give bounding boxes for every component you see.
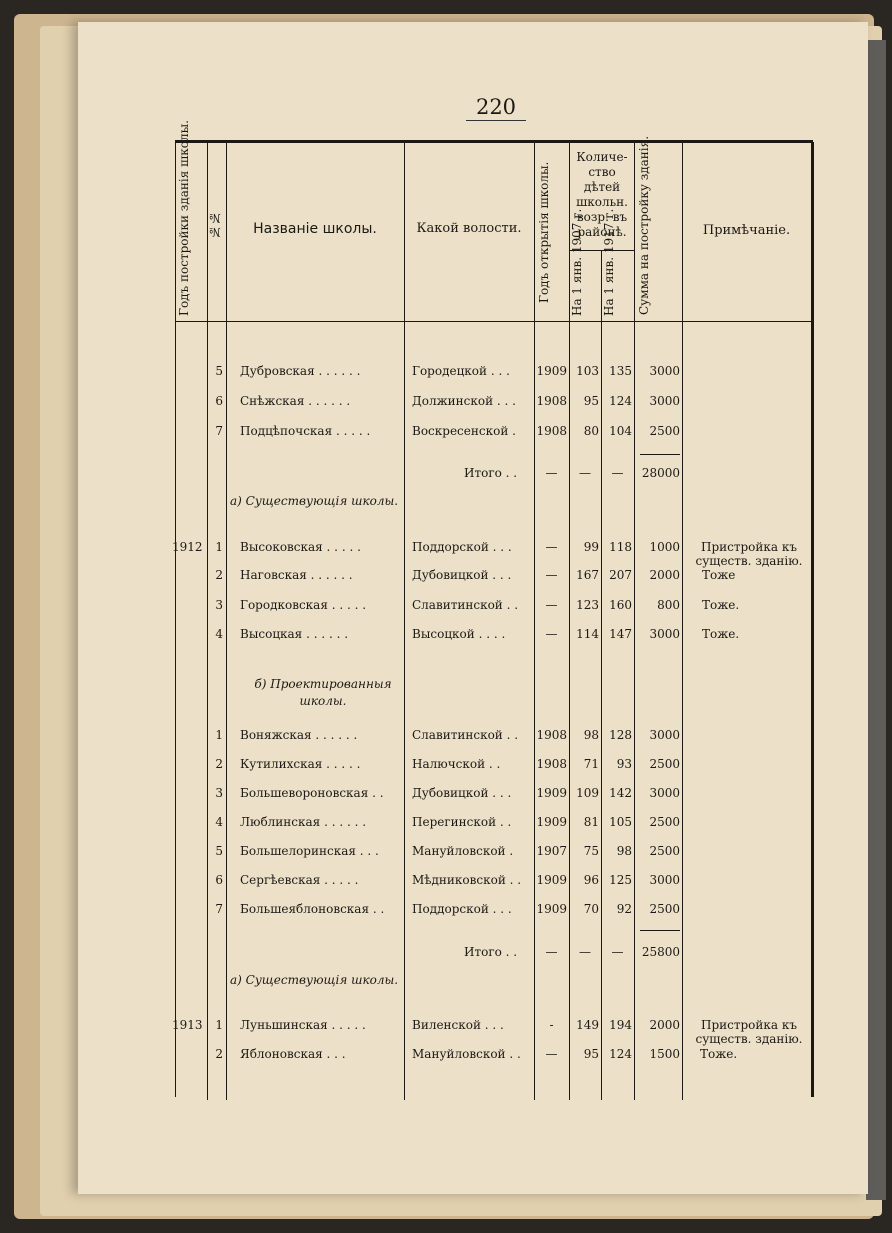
- school-name: Наговская . . . . . .: [240, 568, 353, 582]
- volost: Дубовицкой . . .: [412, 568, 512, 582]
- note: Пристройка къ существ. зданію.: [695, 540, 803, 568]
- cost: 3000: [649, 394, 680, 408]
- cost: 2500: [649, 424, 680, 438]
- header-note: Примѣчаніе.: [702, 223, 791, 238]
- row-number: 1: [215, 728, 223, 742]
- col-rule: [811, 142, 814, 1097]
- year-opened: 1909: [536, 902, 567, 916]
- year-built: 1912: [172, 540, 203, 554]
- children-1917: 124: [609, 1047, 632, 1061]
- year-opened: 1908: [536, 757, 567, 771]
- children-1917: —: [611, 466, 624, 480]
- volost: Поддорской . . .: [412, 902, 512, 916]
- children-1907: 123: [576, 598, 599, 612]
- note: Пристройка къ существ. зданію.: [695, 1018, 803, 1046]
- row-number: 4: [215, 627, 223, 641]
- total-label: Итого . .: [464, 945, 518, 959]
- children-1917: 207: [609, 568, 632, 582]
- header-year-built: Годъ постройки зданія школы.: [177, 120, 191, 316]
- page-number: 220: [466, 94, 526, 121]
- row-number: 3: [215, 598, 223, 612]
- year-opened: 1908: [536, 728, 567, 742]
- year-opened: 1908: [536, 424, 567, 438]
- children-1917: 124: [609, 394, 632, 408]
- school-name: Большелоринская . . .: [240, 844, 379, 858]
- row-number: 1: [215, 540, 223, 554]
- children-1907: 98: [583, 728, 599, 742]
- children-1917: 105: [609, 815, 632, 829]
- page-divider-tab: [866, 40, 886, 1200]
- children-1907: 71: [583, 757, 599, 771]
- year-opened: —: [545, 1047, 558, 1061]
- children-1917: 98: [616, 844, 632, 858]
- total-cost: 25800: [641, 945, 680, 959]
- row-number: 5: [215, 844, 223, 858]
- school-name: Воняжская . . . . . .: [240, 728, 358, 742]
- row-number: 4: [215, 815, 223, 829]
- note: Тоже.: [700, 1047, 738, 1061]
- row-number: 2: [215, 1047, 223, 1061]
- children-1907: 109: [576, 786, 599, 800]
- children-1917: 135: [609, 364, 632, 378]
- total-rule: [640, 454, 680, 455]
- col-rule: [175, 142, 176, 1097]
- note: Тоже.: [702, 598, 740, 612]
- children-1917: 93: [616, 757, 632, 771]
- header-cost: Сумма на постройку зданія.: [637, 135, 651, 315]
- children-1907: 75: [583, 844, 599, 858]
- children-1907: 149: [576, 1018, 599, 1032]
- total-rule: [640, 930, 680, 931]
- cost: 3000: [649, 786, 680, 800]
- school-name: Снѣжская . . . . . .: [240, 394, 351, 408]
- total-label: Итого . .: [464, 466, 518, 480]
- note: Тоже: [702, 568, 736, 582]
- school-name: Люблинская . . . . . .: [240, 815, 367, 829]
- volost: Славитинской . .: [412, 598, 519, 612]
- col-rule: [226, 142, 227, 1100]
- col-rule: [682, 142, 683, 1100]
- children-1907: 95: [583, 394, 599, 408]
- year-opened: —: [545, 568, 558, 582]
- children-1907: —: [579, 466, 591, 480]
- volost: Виленской . . .: [412, 1018, 504, 1032]
- table-header-rule: [175, 321, 813, 322]
- cost: 3000: [649, 728, 680, 742]
- school-name: Кутилихская . . . . .: [240, 757, 361, 771]
- cost: 2500: [649, 902, 680, 916]
- header-year-opened: Годъ открытія школы.: [537, 161, 551, 304]
- year-opened: —: [545, 627, 558, 641]
- row-number: 6: [215, 873, 223, 887]
- cost: 2000: [649, 568, 680, 582]
- cost: 1000: [649, 540, 680, 554]
- school-name: Подцѣпочская . . . . .: [240, 424, 371, 438]
- children-1907: 114: [576, 627, 599, 641]
- volost: Высоцкой . . . .: [412, 627, 506, 641]
- header-school-name: Названіе школы.: [253, 221, 377, 237]
- year-opened: 1909: [536, 873, 567, 887]
- children-1907: 96: [583, 873, 599, 887]
- school-name: Луньшинская . . . . .: [240, 1018, 366, 1032]
- row-number: 2: [215, 757, 223, 771]
- year-opened: 1909: [536, 364, 567, 378]
- section-heading: а) Существующія школы.: [230, 494, 399, 508]
- col-rule: [404, 142, 405, 1100]
- children-1907: 99: [583, 540, 599, 554]
- school-name: Большеяблоновская . .: [240, 902, 385, 916]
- year-opened: —: [545, 945, 558, 959]
- children-1907: 81: [583, 815, 599, 829]
- children-1907: 95: [583, 1047, 599, 1061]
- row-number: 2: [215, 568, 223, 582]
- section-heading: а) Существующія школы.: [230, 973, 399, 987]
- row-number: 3: [215, 786, 223, 800]
- volost: Перегинской . .: [412, 815, 512, 829]
- children-1917: 125: [609, 873, 632, 887]
- children-1907: 80: [583, 424, 599, 438]
- row-number: 1: [215, 1018, 223, 1032]
- volost: Славитинской . .: [412, 728, 519, 742]
- cost: 2000: [649, 1018, 680, 1032]
- year-opened: 1907: [536, 844, 567, 858]
- cost: 1500: [649, 1047, 680, 1061]
- cost: 3000: [649, 364, 680, 378]
- year-opened: -: [549, 1018, 554, 1032]
- volost: Мануйловской . .: [412, 1047, 521, 1061]
- cost: 2500: [649, 844, 680, 858]
- year-opened: 1909: [536, 786, 567, 800]
- children-1917: 92: [616, 902, 632, 916]
- children-1917: 147: [609, 627, 632, 641]
- children-1917: 160: [609, 598, 632, 612]
- children-1907: 103: [576, 364, 599, 378]
- volost: Налючской . .: [412, 757, 501, 771]
- header-children-count: Количе-ство дѣтей школьн. возр. въ районѣ.: [576, 150, 628, 239]
- row-number: 7: [215, 424, 223, 438]
- row-number: 7: [215, 902, 223, 916]
- year-opened: —: [545, 540, 558, 554]
- row-number: 6: [215, 394, 223, 408]
- header-jan-1917: На 1 янв. 1917 г.: [602, 208, 616, 316]
- row-number: 5: [215, 364, 223, 378]
- volost: Поддорской . . .: [412, 540, 512, 554]
- volost: Должинской . . .: [412, 394, 516, 408]
- header-jan-1907: На 1 янв. 1907 г.: [570, 208, 584, 316]
- cost: 3000: [649, 873, 680, 887]
- table-top-rule: [175, 140, 813, 143]
- children-1917: 142: [609, 786, 632, 800]
- note: Тоже.: [702, 627, 740, 641]
- cost: 2500: [649, 757, 680, 771]
- volost: Мануйловской .: [412, 844, 514, 858]
- children-1917: 128: [609, 728, 632, 742]
- year-opened: 1909: [536, 815, 567, 829]
- children-1917: 194: [609, 1018, 632, 1032]
- volost: Воскресенской .: [412, 424, 516, 438]
- school-name: Яблоновская . . .: [240, 1047, 346, 1061]
- children-1917: 104: [609, 424, 632, 438]
- year-built: 1913: [172, 1018, 203, 1032]
- section-heading: б) Проектированныя школы.: [254, 677, 392, 708]
- cost: 2500: [649, 815, 680, 829]
- children-1907: —: [579, 945, 591, 959]
- volost: Городецкой . . .: [412, 364, 510, 378]
- total-cost: 28000: [641, 466, 680, 480]
- children-1907: 70: [583, 902, 599, 916]
- cost: 3000: [649, 627, 680, 641]
- header-volost: Какой волости.: [416, 221, 522, 236]
- school-name: Городковская . . . . .: [240, 598, 367, 612]
- header-number: №№: [208, 211, 222, 239]
- school-name: Дубровская . . . . . .: [240, 364, 361, 378]
- children-1917: —: [611, 945, 624, 959]
- school-name: Сергѣевская . . . . .: [240, 873, 359, 887]
- year-opened: 1908: [536, 394, 567, 408]
- cost: 800: [657, 598, 680, 612]
- children-1917: 118: [609, 540, 632, 554]
- year-opened: —: [545, 598, 558, 612]
- volost: Дубовицкой . . .: [412, 786, 512, 800]
- col-rule: [207, 142, 208, 1100]
- school-name: Высоцкая . . . . . .: [240, 627, 349, 641]
- children-1907: 167: [576, 568, 599, 582]
- school-name: Большевороновская . .: [240, 786, 384, 800]
- volost: Мѣдниковской . .: [412, 873, 522, 887]
- year-opened: —: [545, 466, 558, 480]
- school-name: Высоковская . . . . .: [240, 540, 361, 554]
